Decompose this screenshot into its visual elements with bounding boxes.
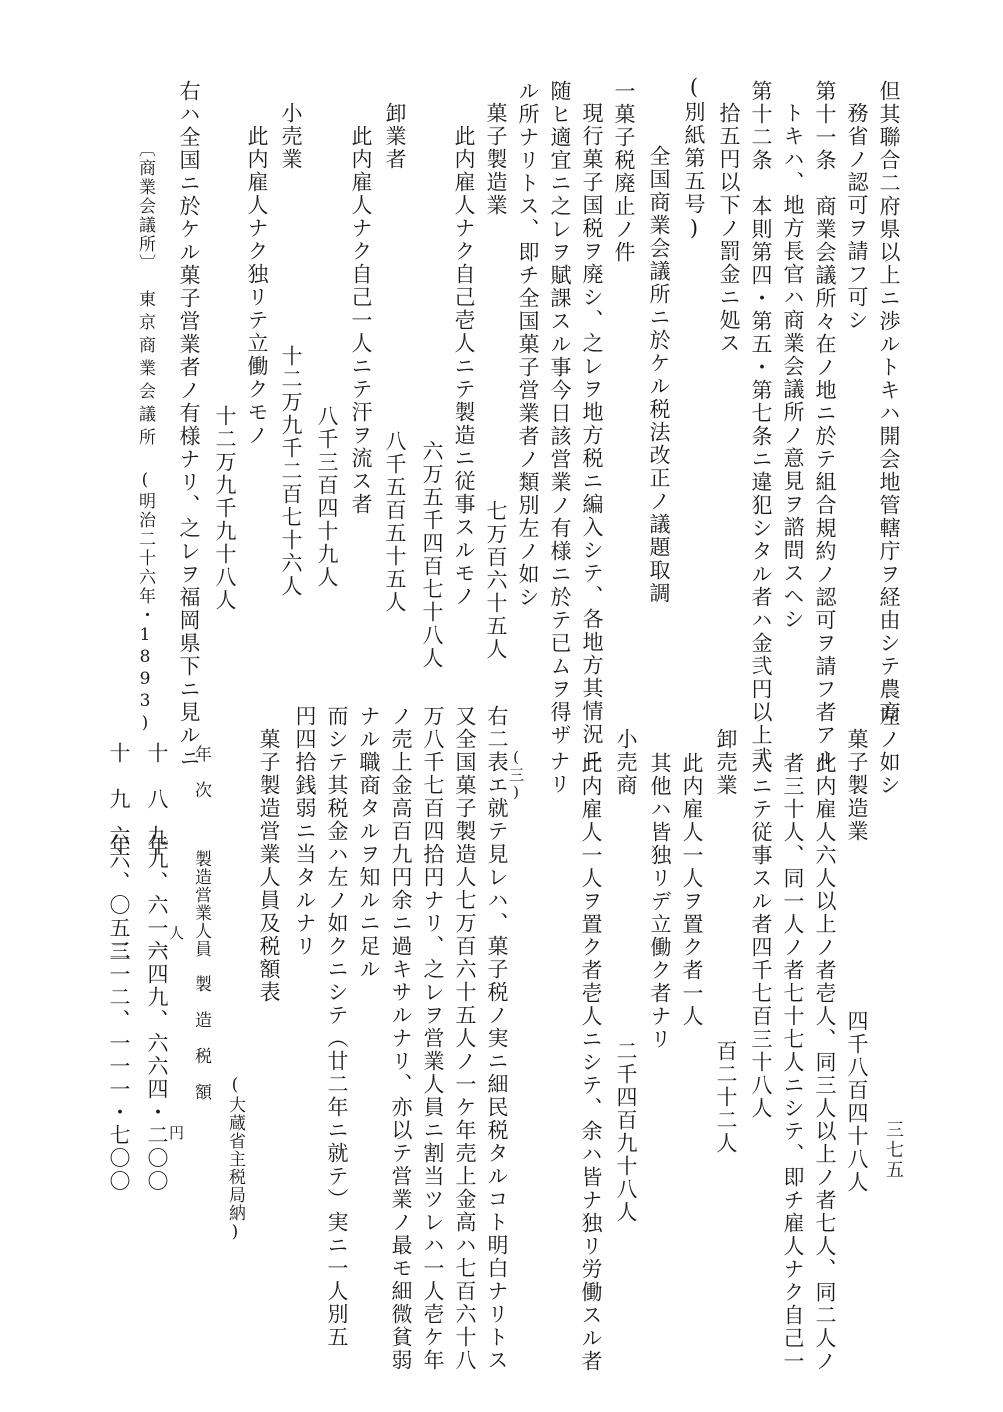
source-bracket: 〔商業会議所〕 [135, 140, 155, 273]
lower-line-4: 者三十人、同一人ノ者七十七人ニシテ、即チ雇人ナク自己一 [781, 752, 805, 1373]
lower-line-17: 而シテ其税金ハ左ノ如クニシテ（廿二年ニ就テ）実ニ一人別五 [325, 705, 349, 1349]
upper-line-2: 務省ノ認可ヲ請フ可シ [845, 102, 869, 332]
table-row-1-year: 十 八 年 [145, 742, 169, 857]
upper-line-6: 拾五円以下ノ罰金ニ処ス [717, 102, 741, 355]
page-number: 三七五 [883, 1120, 904, 1180]
upper-seizo-sub: 此内雇人ナク自己壱人ニテ製造ニ従事スルモノ [452, 125, 476, 608]
lower-kouri-heading: 小売商 [614, 728, 638, 797]
lower-line-16: ナル職商タルヲ知ルニ足ル [357, 705, 381, 981]
upper-oroshi-sub: 此内雇人ナク自己一人ニテ汗ヲ流ス者 [349, 125, 373, 516]
upper-line-12: ル所ナリトス、即チ全国菓子営業者ノ類別左ノ如シ [516, 80, 540, 609]
lower-line-15: ノ売上金高百九円余ニ過キサルナリ、亦以テ営業ノ最モ細微貧弱 [389, 705, 413, 1372]
lower-line-11: ナリ [547, 750, 571, 796]
lower-line-18: 円四拾銭弱ニ当タルナリ [293, 705, 317, 958]
lower-line-1: 左ノ如シ [877, 705, 901, 797]
unit-yen: 円 [167, 1125, 185, 1141]
source-name: 東京商業会議所 [135, 290, 155, 451]
upper-line-5: 第十二条 本則第四・第五・第七条ニ違犯シタル者ハ金弐円以上弐 [749, 80, 773, 770]
lower-seizo-value: 四千八百四十八人 [845, 1010, 869, 1194]
table-row-1-persons: 九九、六一六 [145, 825, 169, 963]
upper-line-4: トキハ、地方長官ハ商業会議所ノ意見ヲ諮問スヘシ [781, 102, 805, 631]
upper-kouri-sub-value: 十二万九千九十八人 [213, 405, 237, 612]
table-row-2-tax: 三一二、一一一・七〇〇 [107, 940, 131, 1193]
upper-line-1: 但其聯合二府県以上ニ渉ルトキハ開会地管轄庁ヲ経由シテ農商 [877, 80, 901, 724]
table-row-1-tax: 一四九、六六四・二〇〇 [145, 940, 169, 1193]
table-header-persons: 製造営業人員 [191, 850, 211, 958]
upper-line-3: 第十一条 商業会議所々在ノ地ニ於テ組合規約ノ認可ヲ請フ者アル [813, 80, 837, 770]
upper-oroshi-sub-value: 八千三百四十九人 [315, 405, 339, 589]
upper-kouri-value: 十二万九千二百七十六人 [279, 345, 303, 598]
upper-line-11: 随ヒ適宜ニ之レヲ賦課スル事今日該営業ノ有様ニ於テ已ムヲ得ザ [548, 80, 572, 747]
table-header-tax: 製 造 税 額 [191, 975, 211, 1101]
lower-oroshi-value: 百二十二人 [714, 1040, 738, 1155]
lower-seizo-heading: 菓子製造業 [845, 728, 869, 843]
lower-line-5: 人ニテ従事スル者四千七百三十八人 [749, 752, 773, 1120]
source-date: (明治二十六年・1893) [135, 470, 155, 735]
note-three: (三) [507, 748, 525, 802]
table-header-year: 年 次 [191, 745, 211, 799]
section-title: 全国商業会議所ニ於ケル税法改正ノ議題取調 [647, 145, 671, 605]
unit-person: 人 [167, 925, 185, 941]
lower-kouri-value: 二千四百九十八人 [614, 1040, 638, 1224]
upper-line-10: 現行菓子国税ヲ廃シ、之レヲ地方税ニ編入シテ、各地方其情況ニ [580, 102, 604, 769]
lower-line-12: 右二表エ就テ見レハ、菓子税ノ実ニ細民税タルコト明白ナリトス [485, 705, 509, 1372]
upper-kouri-heading: 小売業 [279, 102, 303, 171]
table-title: 菓子製造営業人員及税額表 [257, 728, 281, 1004]
lower-line-14: 万八千七百四拾円ナリ、之レヲ営業人員ニ割当ツレハ一人壱ケ年 [421, 705, 445, 1372]
upper-oroshi-heading: 卸業者 [383, 102, 407, 171]
upper-seizo-sub-value: 六万五千四百七十八人 [420, 440, 444, 670]
lower-line-8: 其他ハ皆独リデ立働ク者ナリ [648, 752, 672, 1051]
lower-line-10: 此内雇人一人ヲ置ク者壱人ニシテ、余ハ皆ナ独リ労働スル者 [579, 752, 603, 1373]
upper-kouri-sub: 此内雇人ナク独リテ立働クモノ [245, 125, 269, 447]
upper-seizo-heading: 菓子製造業 [484, 102, 508, 217]
upper-line-9: 一菓子税廃止ノ件 [612, 80, 636, 264]
table-row-2-year: 十 九 年 [107, 742, 131, 857]
lower-line-13: 又全国菓子製造人七万百六十五人ノ一ケ年売上金高ハ七百六十八 [453, 705, 477, 1372]
upper-seizo-value: 七万百六十五人 [484, 500, 508, 661]
upper-last-line: 右ハ全国ニ於ケル菓子営業者ノ有様ナリ、之レヲ福岡県下ニ見ルニ [177, 80, 201, 770]
table-row-2-persons: 六六、〇五二 [107, 825, 131, 963]
lower-line-7: 此内雇人一人ヲ置ク者一人 [680, 752, 704, 1028]
upper-line-7: (別紙第五号) [682, 75, 706, 242]
upper-oroshi-value: 八千五百五十五人 [383, 430, 407, 614]
table-source: (大蔵省主税局納) [225, 1075, 245, 1243]
lower-oroshi-heading: 卸売業 [714, 728, 738, 797]
lower-line-3: 此内雇人六人以上ノ者壱人、同三人以上ノ者七人、同二人ノ [813, 752, 837, 1373]
